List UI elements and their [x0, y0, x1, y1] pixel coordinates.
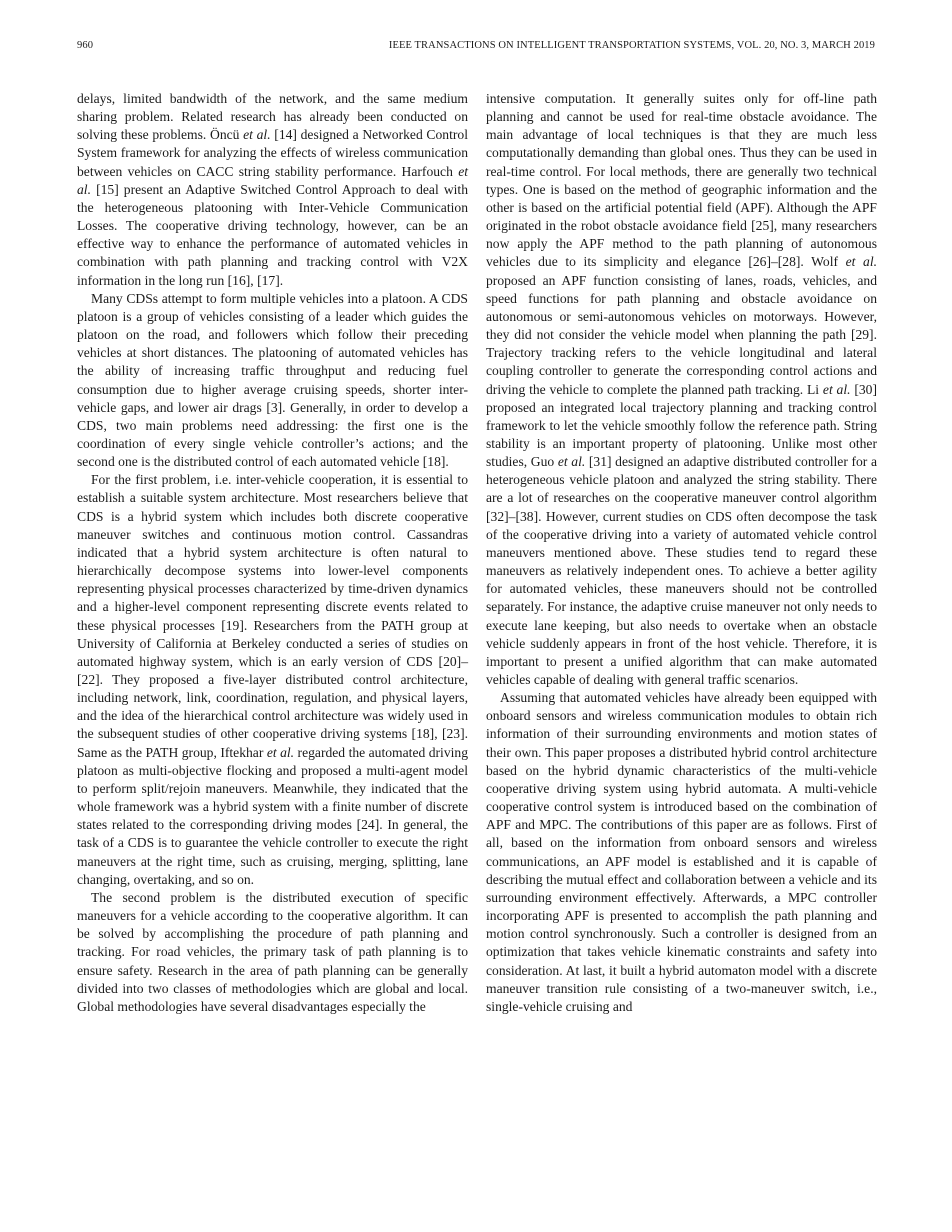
running-header — [77, 40, 875, 51]
paragraph: The second problem is the distributed execution of specific maneuvers for a vehicle according to the cooperative algorithm. It can be solved by accomplishing the procedure of path planning and tracking. For road vehicles, the primary task of path planning is to ensure safety. Research in the area of path planning can be generally divided into two classes of methodologies which are global and local. Global methodologies have several disadvantages especially the — [77, 889, 468, 1014]
paragraph: Many CDSs attempt to form multiple vehicles into a platoon. A CDS platoon is a group of vehicles consisting of a leader which guides the platoon on the road, and followers which follow their preceding vehicles at short distances. The platooning of automated vehicles has the ability of increasing traffic throughput and reducing fuel consumption due to higher average cruising speeds, shorter inter-vehicle gaps, and lower air drags [3]. Generally, in order to develop a CDS, two main problems need addressing: the first one is the coordination of every single vehicle controller’s actions; and the second one is the distributed control of each automated vehicle [18]. — [77, 290, 468, 470]
paragraph: delays, limited bandwidth of the network, and the same medium sharing problem. Related research has already been conducted on solving these problems. Öncü et al. [14] designed a Networked Control System framework for analyzing the effects of wireless communication between vehicles on CACC string stability performance. Harfouch et al. [15] present an Adaptive Switched Control Approach to deal with the heterogeneous platooning with Inter-Vehicle Communication Losses. The cooperative driving technology, however, can be an effective way to enhance the performance of automated vehicles in combination with path planning and tracking control with V2X information in the long run [16], [17]. — [77, 91, 468, 288]
paragraph: Assuming that automated vehicles have already been equipped with onboard sensors and wireless communication modules to obtain rich information of their surrounding environments and motion states of their own. This paper proposes a distributed hybrid control architecture based on the hybrid dynamic characteristics of the multi-vehicle cooperative driving system using hybrid automata. A multi-vehicle cooperative control system is introduced based on the combination of APF and MPC. The contributions of this paper are as follows. First of all, based on the information from onboard sensors and wireless communications, an APF model is established and it is capable of describing the mutual effect and collaboration between a vehicle and its surrounding environment effectively. Afterwards, a MPC controller incorporating APF is presented to accomplish the path planning and motion control synchronously. Such a controller is designed from an optimization that takes vehicle kinematic constraints and safety into consideration. At last, it built a hybrid automaton model with a discrete maneuver transition rule consisting of a two-maneuver switch, i.e., single-vehicle cruising and — [486, 690, 877, 1014]
paragraph: For the first problem, i.e. inter-vehicle cooperation, it is essential to establish a suitable system architecture. Most researchers believe that CDS is a hybrid system which includes both discrete cooperative maneuver switches and continuous motion control. Cassandras indicated that a hybrid system architecture is often natural to hierarchically decompose systems into lower-level components representing physical processes characterized by time-driven dynamics and a higher-level component representing discrete events related to these physical processes [19]. Researchers from the PATH group at University of California at Berkeley conducted a series of studies on automated highway system, which is an early version of CDS [20]–[22]. They proposed a five-layer distributed control architecture, including network, link, coordination, regulation, and physical layers, and the idea of the hierarchical control architecture was widely used in the subsequent studies of other cooperative driving systems [18], [23]. Same as the PATH group, Iftekhar et al. regarded the automated driving platoon as multi-objective flocking and proposed a multi-agent model to perform split/rejoin maneuvers. Meanwhile, they indicated that the whole framework was a hybrid system with a finite number of discrete states related to the corresponding driving modes [24]. In general, the task of a CDS is to guarantee the vehicle controller to execute the right maneuvers at the right time, such as cruising, merging, splitting, lane changing, overtaking, and so on. — [77, 472, 469, 887]
right-column — [486, 90, 877, 1016]
left-column — [77, 90, 468, 1016]
journal-title: IEEE TRANSACTIONS ON INTELLIGENT TRANSPORTATION SYSTEMS, VOL. 20, NO. 3, MARCH 2019 — [388, 40, 875, 51]
paragraph: intensive computation. It generally suites only for off-line path planning and cannot be used for real-time obstacle avoidance. The main advantage of local techniques is that they are much less computationally demanding than global ones. Thus they can be used in real-time control. For local methods, there are generally two technical types. One is based on the method of geographic information and the other is based on the artificial potential field (APF). Although the APF originated in the robot obstacle avoidance field [25], many researchers now apply the APF method to the path planning of autonomous vehicles due to its simplicity and elegance [26]–[28]. Wolf et al. proposed an APF function consisting of lanes, roads, vehicles, and speed functions for path planning and obstacle avoidance on autonomous or semi-autonomous vehicles on motorways. However, they did not consider the vehicle model when planning the path [29]. Trajectory tracking refers to the vehicle longitudinal and lateral coupling controller to generate the corresponding control actions and driving the vehicle to complete the planned path tracking. Li et al. [30] proposed an integrated local trajectory planning and tracking control framework to let the vehicle smoothly follow the reference path. String stability is an important property of platooning. Unlike most other studies, Guo et al. [31] designed an adaptive distributed controller for a heterogeneous vehicle platoon and analyzed the string stability. There are a lot of researches on the cooperative maneuver control algorithm [32]–[38]. However, current studies on CDS often decompose the task of the cooperative driving into a variety of automated vehicle control maneuvers mentioned above. These studies tend to regard these maneuvers as relatively independent ones. To achieve a better agility for automated vehicles, these maneuvers should not be controlled separately. For instance, the adaptive cruise maneuver not only needs to execute lane keeping, but also needs to overtake when an obstacle vehicle suddenly appears in front of the host vehicle. Therefore, it is important to present a unified algorithm that can make automated vehicles capable of dealing with general traffic scenarios. — [486, 91, 878, 687]
page-number: 960 — [77, 40, 94, 51]
